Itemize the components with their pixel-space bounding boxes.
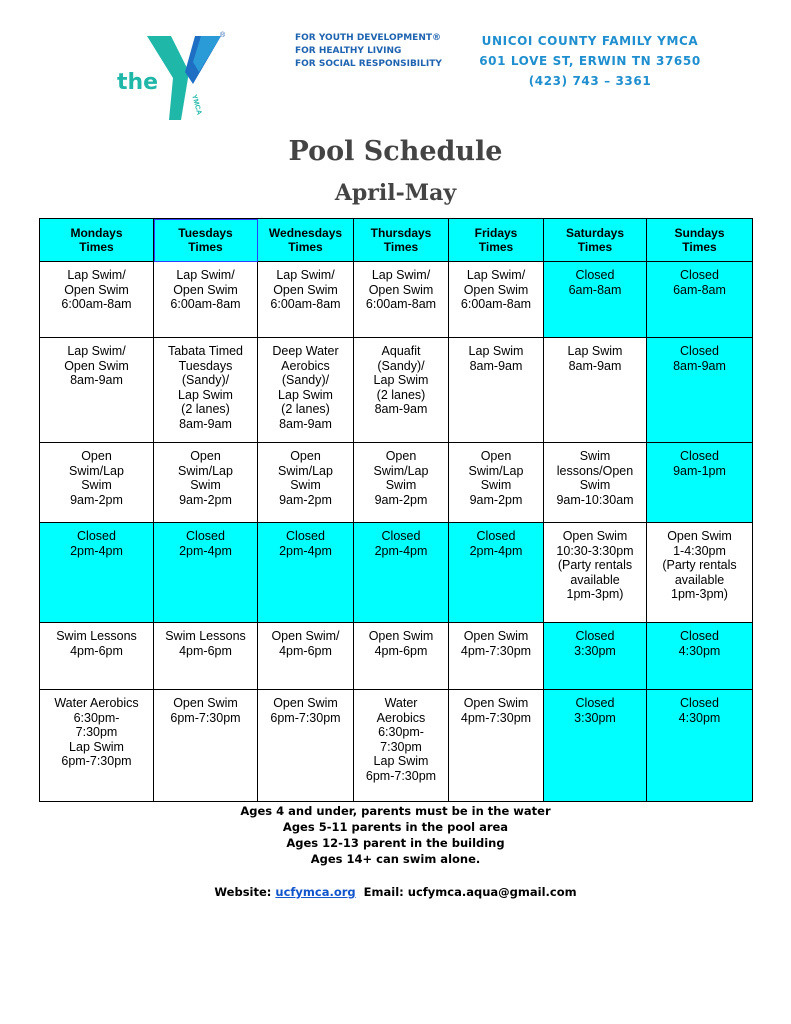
schedule-cell-line: 7:30pm bbox=[75, 725, 118, 739]
schedule-cell-line: 6pm-7:30pm bbox=[270, 710, 341, 725]
schedule-cell bbox=[258, 338, 354, 443]
schedule-cell bbox=[544, 623, 647, 690]
schedule-cell-line: 6:00am-8am bbox=[170, 297, 241, 311]
tagline bbox=[295, 32, 442, 71]
schedule-cell-line: 4pm-7:30pm bbox=[460, 643, 532, 658]
schedule-cell-line: 6:30pm- bbox=[73, 710, 120, 725]
schedule-cell-line: Closed bbox=[575, 268, 615, 282]
column-header-line: Times bbox=[577, 240, 613, 254]
schedule-cell-line: Open Swim bbox=[368, 629, 434, 643]
schedule-cell-line: 6pm-7:30pm bbox=[61, 754, 132, 768]
schedule-cell bbox=[40, 623, 154, 690]
schedule-cell-line: 6:00am-8am bbox=[61, 297, 132, 311]
schedule-cell-line: Closed bbox=[680, 268, 719, 282]
schedule-cell bbox=[40, 690, 154, 802]
schedule-cell-line: Swim bbox=[190, 478, 221, 492]
schedule-cell-line: available bbox=[570, 572, 620, 587]
schedule-cell bbox=[258, 623, 354, 690]
column-header bbox=[647, 219, 753, 262]
schedule-cell-line: Swim bbox=[579, 449, 611, 463]
schedule-cell-line: Open Swim bbox=[64, 282, 129, 297]
schedule-cell bbox=[354, 623, 449, 690]
column-header bbox=[354, 219, 449, 262]
schedule-cell-line: Tabata Timed bbox=[167, 344, 244, 358]
schedule-cell-line: Lap Swim/ bbox=[466, 268, 526, 282]
column-header bbox=[449, 219, 544, 262]
schedule-cell bbox=[40, 523, 154, 623]
schedule-cell-line: Swim Lessons bbox=[165, 629, 246, 643]
schedule-cell-line: Swim bbox=[579, 478, 611, 492]
schedule-cell-line: Open Swim bbox=[667, 529, 732, 543]
schedule-cell-line: Closed bbox=[381, 529, 421, 543]
schedule-row bbox=[40, 443, 753, 523]
schedule-cell-line: 8am-9am bbox=[568, 358, 622, 373]
org-phone: (423) 743 – 3361 bbox=[528, 74, 652, 88]
schedule-cell-line: (2 lanes) bbox=[281, 402, 330, 416]
schedule-cell bbox=[449, 523, 544, 623]
schedule-row bbox=[40, 338, 753, 443]
schedule-cell-line: 2pm-4pm bbox=[70, 543, 123, 558]
page-subtitle: April-May bbox=[334, 180, 457, 206]
column-header bbox=[258, 219, 354, 262]
schedule-cell bbox=[647, 690, 753, 802]
schedule-cell bbox=[154, 338, 258, 443]
schedule-cell-line: Lap Swim bbox=[373, 373, 429, 387]
schedule-cell-line: Aquafit bbox=[381, 344, 421, 358]
schedule-cell-line: Lap Swim bbox=[567, 344, 623, 358]
schedule-cell-line: (Party rentals bbox=[557, 558, 633, 572]
schedule-cell-line: 6am-8am bbox=[673, 282, 726, 297]
schedule-cell-line: 6:00am-8am bbox=[365, 297, 437, 311]
column-header-line: Times bbox=[682, 240, 717, 254]
age-rule: Ages 12-13 parent in the building bbox=[286, 836, 505, 850]
schedule-cell-line: Lap Swim/ bbox=[371, 268, 431, 282]
schedule-cell-line: 8am-9am bbox=[469, 358, 523, 373]
schedule-cell-line: Open Swim bbox=[273, 696, 338, 710]
schedule-cell-line: Lap Swim/ bbox=[67, 268, 126, 282]
schedule-cell-line: 8am-9am bbox=[179, 416, 232, 431]
logo-the-text: the bbox=[117, 70, 159, 95]
organization-info bbox=[470, 31, 710, 91]
email-label: Email: bbox=[363, 885, 404, 899]
schedule-cell-line: 4:30pm bbox=[678, 710, 721, 725]
schedule-cell-line: Swim bbox=[290, 478, 321, 492]
schedule-cell-line: (2 lanes) bbox=[181, 402, 230, 416]
schedule-cell-line: 1pm-3pm) bbox=[566, 587, 624, 601]
schedule-cell bbox=[647, 262, 753, 338]
schedule-cell-line: Swim/Lap bbox=[468, 463, 524, 478]
schedule-cell-line: Open bbox=[290, 449, 321, 463]
schedule-cell-line: Closed bbox=[680, 344, 719, 358]
schedule-cell bbox=[40, 262, 154, 338]
schedule-cell-line: Open Swim bbox=[562, 529, 628, 543]
schedule-cell-line: 2pm-4pm bbox=[469, 543, 523, 558]
schedule-cell-line: Lap Swim/ bbox=[276, 268, 335, 282]
schedule-cell-line: Swim/Lap bbox=[278, 463, 333, 478]
column-header bbox=[154, 219, 258, 262]
schedule-cell bbox=[354, 443, 449, 523]
tagline-line: FOR HEALTHY LIVING bbox=[295, 46, 402, 56]
schedule-cell bbox=[544, 262, 647, 338]
schedule-cell-line: Closed bbox=[575, 629, 615, 643]
schedule-cell-line: Swim/Lap bbox=[373, 463, 429, 478]
column-header-line: Times bbox=[188, 240, 223, 254]
schedule-cell-line: Closed bbox=[186, 529, 225, 543]
schedule-cell-line: Swim bbox=[385, 478, 417, 492]
schedule-cell-line: (Sandy)/ bbox=[281, 373, 330, 387]
schedule-cell-line: Open Swim bbox=[463, 629, 529, 643]
schedule-cell-line: Deep Water bbox=[272, 344, 339, 358]
column-header-line: Times bbox=[79, 240, 114, 254]
schedule-cell-line: Lap Swim bbox=[373, 754, 429, 768]
schedule-cell-line: Open Swim bbox=[368, 282, 434, 297]
schedule-cell bbox=[154, 690, 258, 802]
schedule-cell-line: Aerobics bbox=[376, 710, 426, 725]
schedule-cell bbox=[354, 690, 449, 802]
schedule-cell-line: Closed bbox=[476, 529, 516, 543]
schedule-cell-line: Closed bbox=[680, 696, 719, 710]
schedule-cell bbox=[647, 523, 753, 623]
schedule-cell bbox=[40, 338, 154, 443]
org-address: 601 LOVE ST, ERWIN TN 37650 bbox=[479, 54, 701, 68]
schedule-cell-line: 8am-9am bbox=[279, 416, 332, 431]
schedule-cell-line: Aerobics bbox=[281, 358, 330, 373]
schedule-cell-line: 10:30-3:30pm bbox=[556, 543, 634, 558]
schedule-cell-line: 6pm-7:30pm bbox=[365, 768, 437, 783]
schedule-cell bbox=[154, 443, 258, 523]
age-rule: Ages 14+ can swim alone. bbox=[310, 852, 481, 866]
schedule-cell bbox=[258, 523, 354, 623]
schedule-cell bbox=[544, 690, 647, 802]
schedule-cell bbox=[544, 443, 647, 523]
schedule-cell-line: Open bbox=[385, 449, 417, 463]
schedule-cell-line: Lap Swim bbox=[468, 344, 524, 358]
schedule-cell bbox=[544, 338, 647, 443]
schedule-cell-line: 6:30pm- bbox=[378, 725, 424, 739]
contact-line bbox=[0, 885, 791, 899]
schedule-cell-line: Lap Swim bbox=[69, 739, 124, 754]
email-address: ucfymca.aqua@gmail.com bbox=[407, 885, 577, 899]
schedule-cell-line: Water bbox=[384, 696, 418, 710]
schedule-cell-line: lessons/Open bbox=[556, 463, 634, 478]
schedule-cell-line: (Sandy)/ bbox=[181, 373, 230, 387]
schedule-cell bbox=[354, 338, 449, 443]
schedule-cell-line: Open bbox=[81, 449, 112, 463]
schedule-cell-line: Open Swim bbox=[64, 358, 129, 373]
schedule-cell-line: 9am-2pm bbox=[179, 492, 232, 507]
column-header-line: Mondays bbox=[70, 226, 123, 240]
age-rule: Ages 4 and under, parents must be in the water bbox=[240, 804, 551, 818]
schedule-cell-line: 3:30pm bbox=[574, 710, 616, 725]
schedule-cell-line: Open Swim bbox=[273, 282, 338, 297]
schedule-cell-line: Open Swim bbox=[463, 282, 529, 297]
website-label: Website: bbox=[214, 885, 272, 899]
schedule-cell-line: Swim/Lap bbox=[178, 463, 233, 478]
schedule-cell-line: Open bbox=[190, 449, 221, 463]
schedule-cell-line: 9am-1pm bbox=[673, 463, 726, 478]
column-header-line: Times bbox=[383, 240, 419, 254]
schedule-cell-line: 9am-2pm bbox=[374, 492, 428, 507]
age-rule: Ages 5-11 parents in the pool area bbox=[282, 820, 509, 834]
logo-ymca-text: YMCA bbox=[190, 94, 203, 116]
schedule-cell-line: (Party rentals bbox=[662, 558, 737, 572]
schedule-cell bbox=[40, 443, 154, 523]
column-header-line: Thursdays bbox=[370, 226, 432, 240]
schedule-cell bbox=[154, 523, 258, 623]
logo-registered-mark: ® bbox=[220, 32, 226, 39]
schedule-cell-line: 9am-2pm bbox=[70, 492, 123, 507]
schedule-cell bbox=[354, 523, 449, 623]
schedule-cell-line: 9am-2pm bbox=[469, 492, 523, 507]
schedule-cell-line: available bbox=[674, 572, 725, 587]
header-row bbox=[40, 219, 753, 262]
schedule-cell bbox=[258, 443, 354, 523]
org-name: UNICOI COUNTY FAMILY YMCA bbox=[481, 34, 699, 48]
schedule-cell bbox=[647, 623, 753, 690]
column-header-line: Sundays bbox=[674, 226, 725, 240]
schedule-cell bbox=[354, 262, 449, 338]
schedule-cell-line: Closed bbox=[77, 529, 116, 543]
schedule-cell bbox=[258, 262, 354, 338]
schedule-cell-line: Lap Swim bbox=[278, 387, 333, 402]
ymca-y-icon bbox=[145, 32, 225, 122]
schedule-cell-line: Closed bbox=[286, 529, 325, 543]
column-header-line: Fridays bbox=[474, 226, 518, 240]
schedule-cell-line: 4:30pm bbox=[678, 643, 721, 658]
schedule-cell-line: 2pm-4pm bbox=[179, 543, 232, 558]
schedule-cell-line: 1-4:30pm bbox=[673, 543, 726, 558]
schedule-cell-line: 3:30pm bbox=[574, 643, 616, 658]
schedule-cell-line: 6pm-7:30pm bbox=[170, 710, 241, 725]
page-title: Pool Schedule bbox=[288, 136, 503, 167]
schedule-cell-line: 6:00am-8am bbox=[460, 297, 532, 311]
schedule-cell bbox=[449, 690, 544, 802]
column-header-line: Wednesdays bbox=[268, 226, 343, 240]
schedule-cell-line: 4pm-6pm bbox=[279, 643, 332, 658]
schedule-cell-line: Open bbox=[480, 449, 512, 463]
schedule-cell-line: (2 lanes) bbox=[376, 387, 426, 402]
column-header-line: Times bbox=[288, 240, 323, 254]
column-header-line: Times bbox=[478, 240, 514, 254]
schedule-cell-line: 4pm-6pm bbox=[70, 643, 123, 658]
schedule-cell-line: 8am-9am bbox=[70, 373, 123, 387]
schedule-cell bbox=[449, 443, 544, 523]
schedule-cell-line: Water Aerobics bbox=[54, 696, 139, 710]
schedule-cell bbox=[449, 623, 544, 690]
schedule-row bbox=[40, 623, 753, 690]
schedule-cell bbox=[258, 690, 354, 802]
schedule-cell bbox=[449, 338, 544, 443]
schedule-cell-line: Tuesdays bbox=[178, 358, 233, 373]
schedule-cell-line: 8am-9am bbox=[673, 358, 726, 373]
pool-schedule-table bbox=[39, 218, 753, 802]
schedule-cell-line: 4pm-6pm bbox=[179, 643, 232, 658]
schedule-cell bbox=[154, 262, 258, 338]
tagline-line: FOR YOUTH DEVELOPMENT® bbox=[295, 33, 441, 43]
schedule-cell-line: (Sandy)/ bbox=[377, 358, 425, 373]
schedule-cell-line: 4pm-7:30pm bbox=[460, 710, 532, 725]
column-header-line: Saturdays bbox=[565, 226, 625, 240]
schedule-cell-line: Swim/Lap bbox=[69, 463, 124, 478]
age-rules bbox=[0, 803, 791, 867]
schedule-cell bbox=[544, 523, 647, 623]
column-header-line: Tuesdays bbox=[178, 226, 233, 240]
schedule-cell-line: Lap Swim/ bbox=[67, 344, 126, 358]
schedule-cell-line: Open Swim bbox=[173, 282, 238, 297]
schedule-cell-line: Lap Swim/ bbox=[176, 268, 235, 282]
schedule-cell-line: Open Swim/ bbox=[271, 629, 340, 643]
schedule-cell-line: Open Swim bbox=[463, 696, 529, 710]
schedule-cell-line: Swim bbox=[480, 478, 512, 492]
schedule-cell bbox=[449, 262, 544, 338]
schedule-cell-line: 2pm-4pm bbox=[374, 543, 428, 558]
schedule-cell-line: Lap Swim bbox=[178, 387, 233, 402]
column-header bbox=[544, 219, 647, 262]
schedule-cell-line: 7:30pm bbox=[380, 739, 422, 754]
schedule-cell-line: 2pm-4pm bbox=[279, 543, 332, 558]
schedule-cell-line: 1pm-3pm) bbox=[671, 587, 728, 601]
schedule-cell-line: Closed bbox=[680, 629, 719, 643]
schedule-cell-line: 9am-10:30am bbox=[556, 492, 634, 507]
schedule-cell bbox=[647, 338, 753, 443]
schedule-cell-line: 4pm-6pm bbox=[374, 643, 428, 658]
tagline-line: FOR SOCIAL RESPONSIBILITY bbox=[295, 59, 442, 69]
schedule-cell bbox=[647, 443, 753, 523]
schedule-row bbox=[40, 523, 753, 623]
schedule-cell-line: Open Swim bbox=[173, 696, 238, 710]
schedule-cell-line: 9am-2pm bbox=[279, 492, 332, 507]
schedule-row bbox=[40, 690, 753, 802]
schedule-cell-line: Swim Lessons bbox=[56, 629, 137, 643]
schedule-cell-line: Closed bbox=[680, 449, 719, 463]
schedule-row bbox=[40, 262, 753, 338]
ymca-logo bbox=[117, 32, 237, 124]
schedule-body bbox=[40, 262, 753, 802]
schedule-cell-line: 8am-9am bbox=[374, 402, 428, 416]
column-header bbox=[40, 219, 154, 262]
schedule-cell-line: 6am-8am bbox=[568, 282, 622, 297]
schedule-cell-line: Swim bbox=[81, 478, 112, 492]
schedule-cell-line: Closed bbox=[575, 696, 615, 710]
schedule-cell-line: 6:00am-8am bbox=[270, 297, 341, 311]
website-link[interactable]: ucfymca.org bbox=[275, 885, 356, 899]
schedule-cell bbox=[154, 623, 258, 690]
